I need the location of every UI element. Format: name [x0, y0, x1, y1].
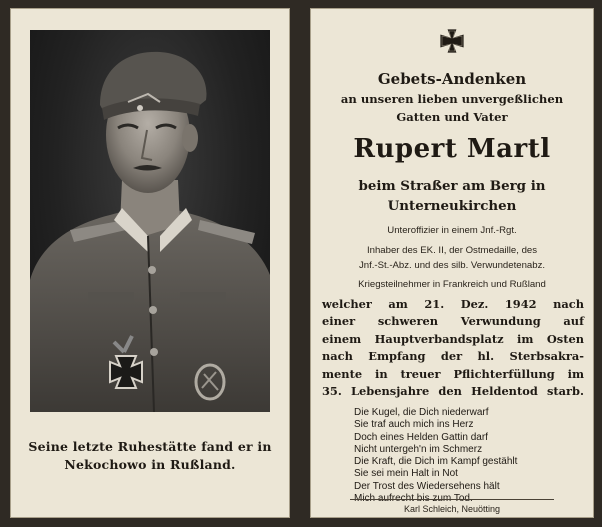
poem-line: Sie traf auch mich ins Herz	[354, 419, 474, 431]
poem-line: Die Kraft, die Dich im Kampf gestählt	[354, 456, 518, 468]
divider	[350, 499, 554, 500]
intro-line: an unseren lieben unvergeßlichen	[340, 92, 564, 106]
death-paragraph	[322, 296, 584, 400]
rank-line: Unteroffizier in einem Jnf.-Rgt.	[387, 225, 517, 236]
death-line: einer schweren Verwundung auf	[322, 314, 584, 329]
death-line: nach Empfang der hl. Sterbsakra-	[322, 349, 584, 364]
deceased-name: Rupert Martl	[353, 134, 551, 164]
caption-line: Nekochowo in Rußland.	[64, 457, 236, 472]
death-line: welcher am 21. Dez. 1942 nach	[322, 297, 584, 311]
portrait-photo	[30, 30, 270, 412]
poem-line: Sie sei mein Halt in Not	[354, 468, 458, 480]
burial-caption	[28, 438, 272, 474]
intro-line: Gatten und Vater	[396, 110, 508, 124]
caption-line: Seine letzte Ruhestätte fand er in	[28, 439, 272, 454]
memorial-poem	[354, 407, 584, 505]
right-card	[310, 8, 594, 518]
poem-line: Die Kugel, die Dich niederwarf	[354, 407, 489, 418]
death-line: mente in treuer Pflichterfüllung im	[322, 366, 584, 381]
death-line: 35. Lebensjahre den Heldentod starb.	[322, 384, 584, 399]
poem-line: Nicht untergeh'n im Schmerz	[354, 443, 483, 455]
soldier-portrait	[30, 30, 270, 412]
origin-line: Unterneukirchen	[387, 198, 517, 214]
origin-line: beim Straßer am Berg in	[358, 178, 546, 194]
campaigns-line: Kriegsteilnehmer in Frankreich und Rußland	[358, 279, 546, 290]
poem-line: Doch eines Helden Gattin darf	[354, 431, 488, 443]
awards-line: Inhaber des EK. II, der Ostmedaille, des	[366, 245, 538, 256]
iron-cross-icon	[439, 28, 465, 54]
left-card	[10, 8, 290, 518]
awards-line: Jnf.-St.-Abz. und des silb. Verwundetenabz.	[358, 260, 546, 271]
death-line: einem Hauptverbandsplatz im Osten	[322, 331, 584, 346]
heading: Gebets-Andenken	[377, 70, 527, 88]
poem-line: Der Trost des Wiedersehens hält	[354, 480, 500, 492]
printer-credit: Karl Schleich, Neuötting	[403, 504, 501, 514]
poem-line: Mich aufrecht bis zum Tod.	[354, 493, 473, 505]
